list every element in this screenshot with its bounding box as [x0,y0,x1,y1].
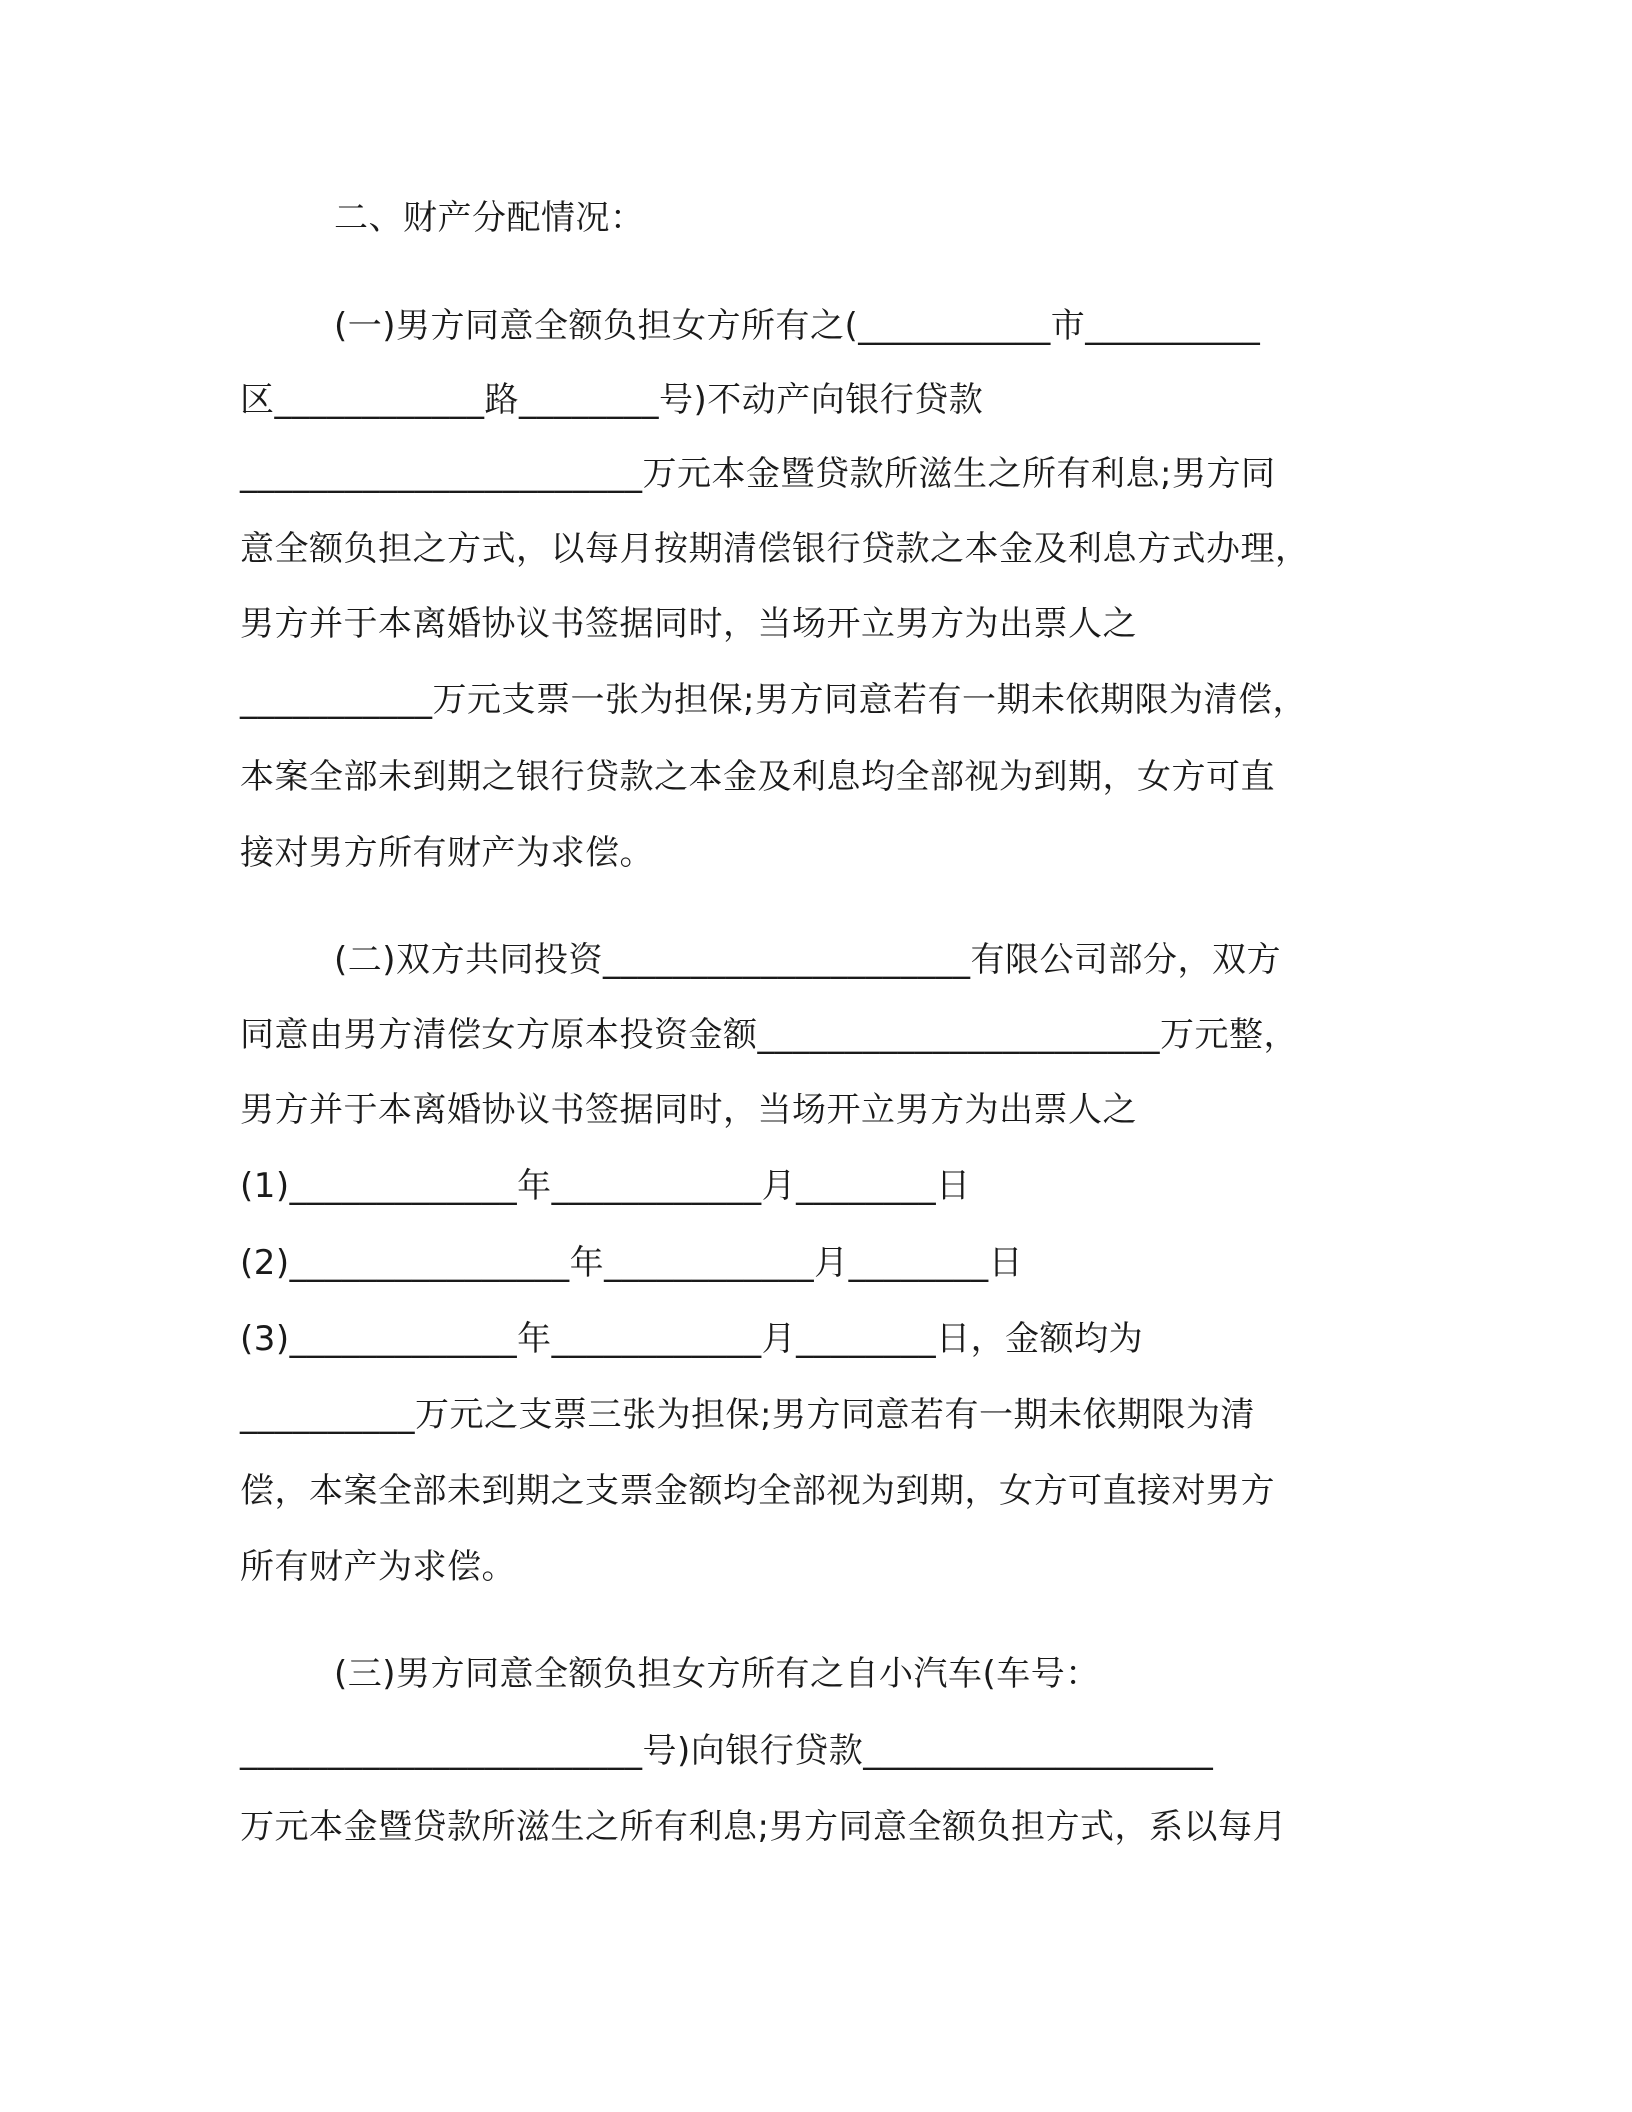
para1-line: 本案全部未到期之银行贷款之本金及利息均全部视为到期，女方可直 [240,757,1275,797]
para2-line: __________万元之支票三张为担保;男方同意若有一期未依期限为清 [240,1395,1255,1435]
para1-line: _______________________万元本金暨贷款所滋生之所有利息;男方同 [240,454,1276,494]
para1-line: 区____________路________号)不动产向银行贷款 [240,380,984,420]
para1-line: 接对男方所有财产为求偿。 [240,833,654,873]
para2-line: (3)_____________年____________月________日，金额均为 [240,1319,1144,1359]
section-heading: 二、财产分配情况： [334,198,645,238]
para2-line: 所有财产为求偿。 [240,1547,516,1587]
para2-line: (二)双方共同投资_____________________有限公司部分，双方 [334,940,1282,980]
para2-line: (2)________________年____________月________日 [240,1243,1024,1283]
para2-line: 同意由男方清偿女方原本投资金额_______________________万元整， [240,1015,1298,1055]
para1-line: 男方并于本离婚协议书签据同时，当场开立男方为出票人之 [240,604,1137,644]
para3-line: 万元本金暨贷款所滋生之所有利息;男方同意全额负担方式，系以每月 [240,1807,1287,1847]
para2-line: (1)_____________年____________月________日 [240,1166,971,1206]
para1-line: 意全额负担之方式，以每月按期清偿银行贷款之本金及利息方式办理， [240,529,1310,569]
para3-line: (三)男方同意全额负担女方所有之自小汽车(车号： [334,1654,1100,1694]
para3-line: _______________________号)向银行贷款____________________ [240,1731,1214,1771]
para1-line: ___________万元支票一张为担保;男方同意若有一期未依期限为清偿， [240,680,1307,720]
para1-line: (一)男方同意全额负担女方所有之(___________市__________ [334,306,1261,346]
para2-line: 男方并于本离婚协议书签据同时，当场开立男方为出票人之 [240,1090,1137,1130]
para2-line: 偿，本案全部未到期之支票金额均全部视为到期，女方可直接对男方 [240,1471,1275,1511]
